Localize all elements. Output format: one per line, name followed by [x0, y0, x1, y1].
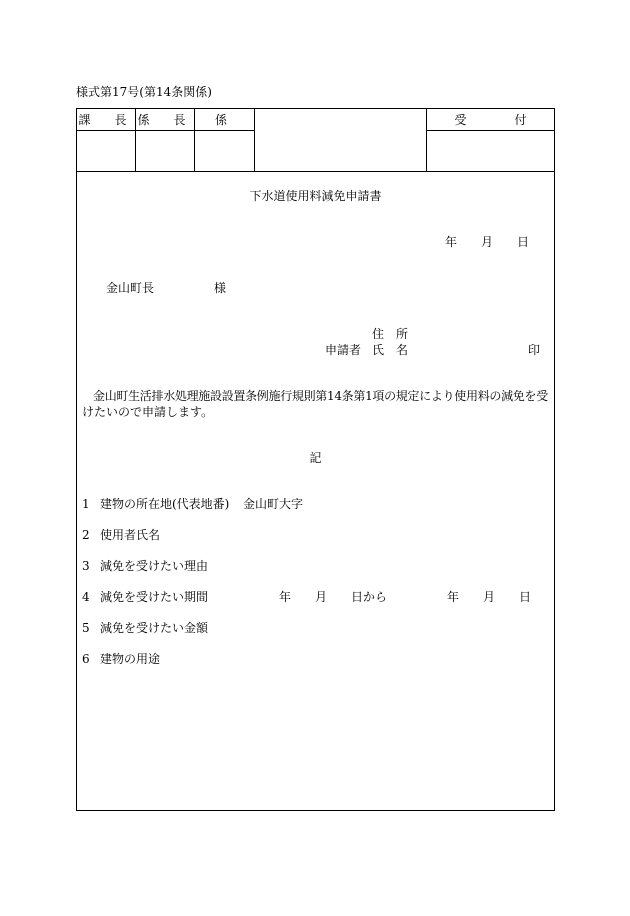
name-label: 氏 名 [372, 343, 409, 357]
item-number: 2 [82, 528, 90, 542]
receipt-header-divider [426, 130, 555, 131]
ki-heading: 記 [309, 451, 322, 465]
item-label: 減免を受けたい金額 [100, 621, 209, 635]
item-label: 建物の所在地(代表地番) [100, 497, 230, 511]
item-number: 6 [82, 652, 90, 666]
header-subsection-chief: 係 長 [137, 113, 192, 127]
item-number: 3 [82, 559, 90, 573]
addressee: 金山町長 様 [106, 281, 227, 295]
stamp-header-divider [76, 130, 254, 131]
applicant-label: 申請者 [325, 343, 362, 357]
body-text-line2: けたいので申請します。 [82, 405, 214, 419]
item-label: 減免を受けたい期間 [100, 590, 209, 604]
body-text-line1: 金山町生活排水処理施設設置条例施行規則第14条第1項の規定により使用料の減免を受 [93, 389, 548, 403]
stamp-divider-3 [254, 108, 255, 171]
address-label: 住 所 [372, 327, 409, 341]
item-number: 1 [82, 497, 90, 511]
header-section-chief: 課 長 [78, 113, 133, 127]
seal-mark: 印 [528, 343, 541, 357]
date-line: 年 月 日 [445, 235, 530, 249]
item-label: 建物の用途 [100, 652, 161, 666]
document-title: 下水道使用料減免申請書 [249, 189, 382, 203]
item-value: 金山町大字 [243, 497, 304, 511]
item-number: 5 [82, 621, 90, 635]
stamp-box-bottom [76, 171, 555, 172]
form-label: 様式第17号(第14条関係) [76, 85, 212, 99]
header-staff: 係 [214, 113, 233, 127]
item-number: 4 [82, 590, 90, 604]
header-receipt: 受 付 [454, 113, 527, 127]
item-label: 使用者氏名 [100, 528, 161, 542]
item-label: 減免を受けたい理由 [100, 559, 209, 573]
item-value: 年 月 日から 年 月 日 [279, 590, 532, 604]
